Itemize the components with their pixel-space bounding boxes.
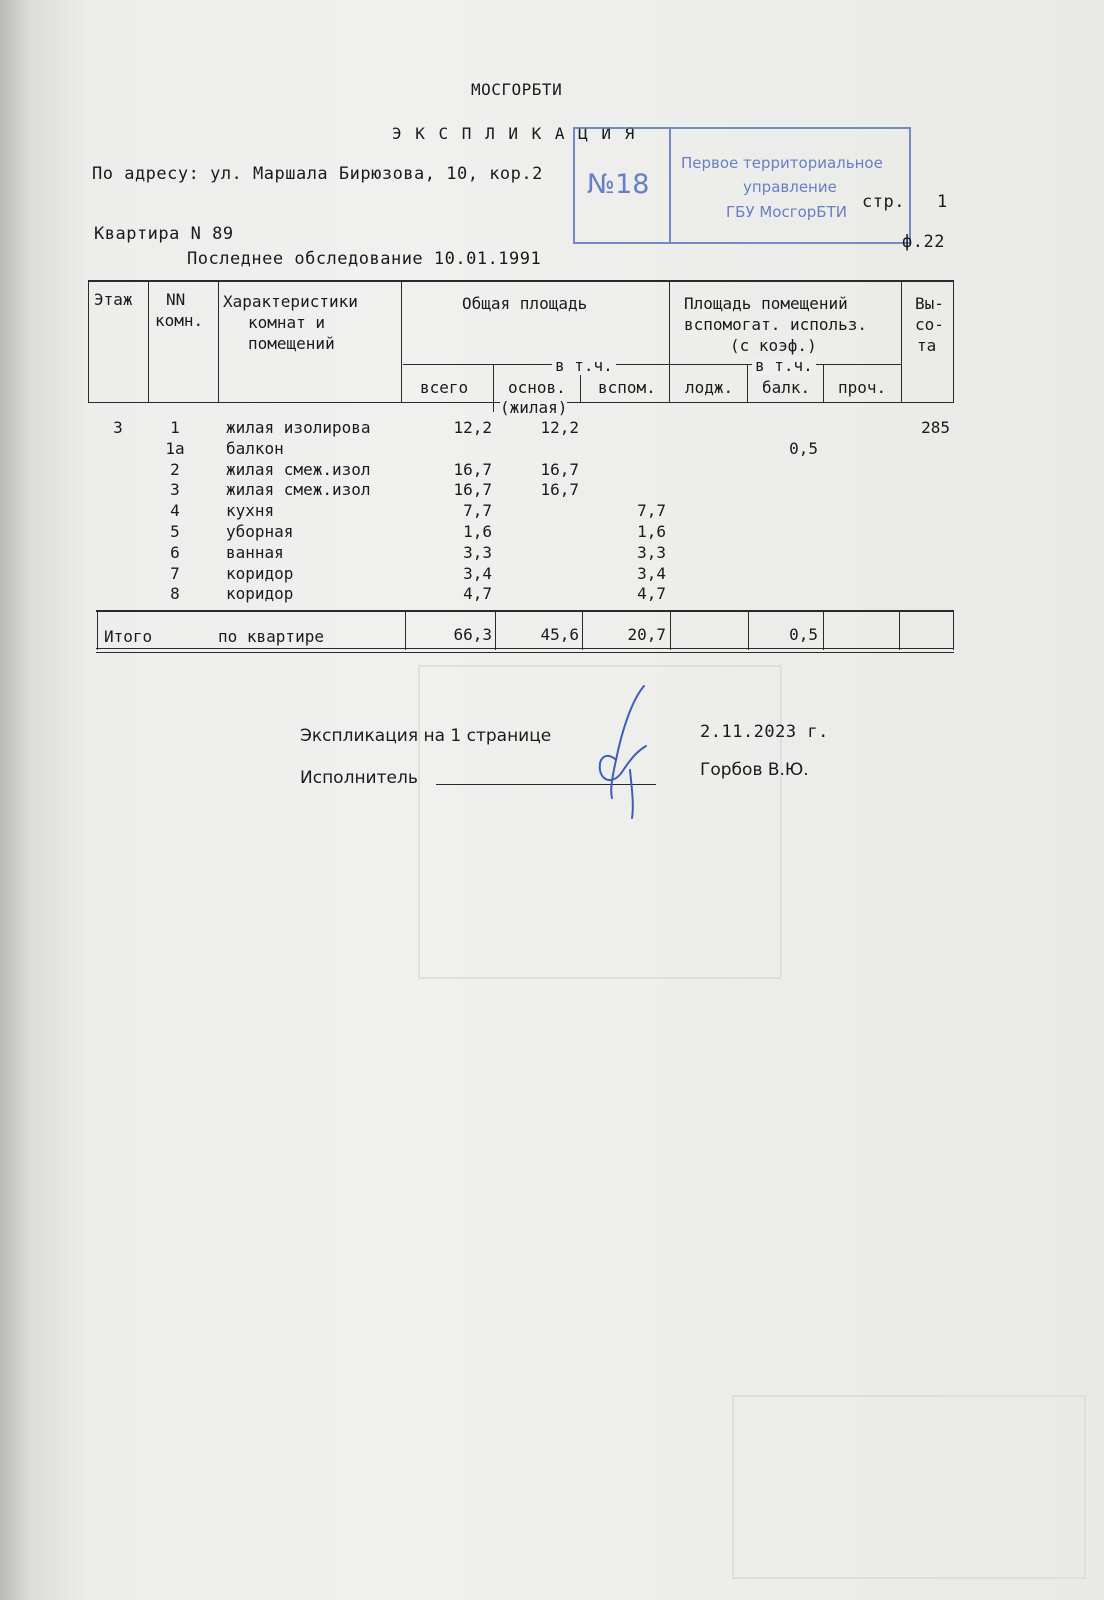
- cell-description: жилая изолирова: [226, 418, 371, 437]
- cell-total-area: 3,4: [463, 563, 492, 583]
- header-aux-area-2: вспомогат. использ.: [684, 315, 868, 334]
- cell-room-no: 4: [170, 501, 180, 521]
- header-col-divider: [493, 364, 494, 412]
- cell-description: кухня: [226, 501, 275, 521]
- totals-bottom-border: [96, 648, 954, 649]
- cell-description: жилая смеж.изол: [226, 480, 371, 500]
- totals-balcony: 0,5: [789, 625, 818, 644]
- header-aux-area: Площадь помещений: [684, 294, 848, 313]
- header-including: в т.ч.: [552, 356, 616, 375]
- header-col-divider: [669, 280, 670, 402]
- cell-room-no: 2: [170, 459, 180, 479]
- executor-label: Исполнитель: [300, 768, 418, 788]
- bleed-through-mark: [732, 1395, 1086, 1579]
- cell-height: 285: [921, 418, 950, 437]
- last-survey: Последнее обследование 10.01.1991: [187, 249, 542, 269]
- cell-room-no: 7: [170, 563, 180, 583]
- cell-aux-area: 4,7: [637, 584, 666, 604]
- header-other: проч.: [838, 378, 887, 397]
- cell-total-area: 4,7: [463, 584, 492, 604]
- header-characteristics-3: помещений: [248, 334, 335, 353]
- header-col-divider: [747, 364, 748, 402]
- header-room-no: NN: [166, 290, 186, 309]
- cell-description: балкон: [226, 438, 284, 458]
- header-col-divider: [218, 280, 219, 402]
- stamp-divider: [669, 129, 671, 242]
- header-floor: Этаж: [94, 290, 133, 309]
- header-aux-area-3: (с коэф.): [730, 336, 817, 355]
- page-label: стр.: [862, 192, 905, 212]
- cell-total-area: 1,6: [463, 522, 492, 541]
- header-main-2: (жилая): [500, 398, 568, 417]
- cell-description: коридор: [226, 584, 294, 604]
- totals-col-divider: [823, 610, 824, 650]
- totals-col-divider: [495, 610, 496, 650]
- header-total: всего: [420, 378, 469, 397]
- header-col-divider: [401, 280, 402, 402]
- header-col-divider: [901, 280, 902, 402]
- cell-description: уборная: [226, 522, 294, 541]
- totals-col-divider: [899, 610, 900, 650]
- cell-total-area: 7,7: [463, 501, 492, 521]
- document-title: Э К С П Л И К А Ц И Я: [392, 124, 637, 143]
- header-including-2: в т.ч.: [752, 356, 816, 375]
- subheader-line-main: [403, 364, 670, 365]
- cell-room-no: 3: [170, 480, 180, 500]
- executor-name: Горбов В.Ю.: [700, 760, 809, 780]
- cell-total-area: 16,7: [453, 459, 492, 479]
- header-col-divider: [823, 364, 824, 402]
- stamp-line-2: управление: [743, 178, 837, 196]
- totals-sublabel: по квартире: [218, 627, 324, 646]
- cell-room-no: 1: [170, 418, 180, 437]
- cell-main-area: 16,7: [540, 459, 579, 479]
- cell-room-no: 5: [170, 522, 180, 541]
- totals-col-divider: [670, 610, 671, 650]
- cell-room-no: 6: [170, 542, 180, 562]
- cell-total-area: 16,7: [453, 480, 492, 500]
- totals-bottom-border-2: [96, 652, 954, 653]
- cell-description: жилая смеж.изол: [226, 459, 371, 479]
- form-code: ф.22: [902, 232, 945, 252]
- header-col-divider: [88, 280, 89, 402]
- header-loggia: лодж.: [685, 378, 734, 397]
- page-number: 1: [937, 192, 948, 212]
- cell-balcony-area: 0,5: [789, 438, 818, 458]
- totals-label: Итого: [104, 627, 153, 646]
- totals-col-divider: [748, 610, 749, 650]
- cell-total-area: 3,3: [463, 542, 492, 562]
- cell-aux-area: 3,3: [637, 542, 666, 562]
- official-stamp: [573, 127, 911, 244]
- header-characteristics-2: комнат и: [248, 313, 326, 332]
- header-col-divider: [953, 280, 954, 402]
- header-total-area: Общая площадь: [462, 294, 588, 313]
- cell-aux-area: 7,7: [637, 501, 666, 521]
- totals-main: 45,6: [540, 625, 579, 644]
- cell-aux-area: 1,6: [637, 522, 666, 541]
- header-height: Вы-: [915, 294, 944, 313]
- cell-main-area: 16,7: [540, 480, 579, 500]
- apartment-number: Квартира N 89: [94, 224, 234, 244]
- totals-col-divider: [582, 610, 583, 650]
- header-col-divider: [148, 280, 149, 402]
- totals-col-divider: [405, 610, 406, 650]
- address-line: По адресу: ул. Маршала Бирюзова, 10, кор.2: [92, 164, 543, 184]
- issue-date: 2.11.2023 г.: [700, 722, 829, 742]
- stamp-line-3: ГБУ МосгорБТИ: [726, 203, 847, 221]
- cell-room-no: 8: [170, 584, 180, 604]
- pages-note: Экспликация на 1 странице: [300, 726, 552, 746]
- totals-top-border: [96, 610, 954, 612]
- org-name: МОСГОРБТИ: [471, 80, 563, 99]
- totals-col-divider: [953, 610, 954, 650]
- totals-aux: 20,7: [627, 625, 666, 644]
- header-height-3: та: [917, 336, 937, 355]
- header-aux: вспом.: [598, 378, 656, 397]
- cell-main-area: 12,2: [540, 418, 579, 437]
- totals-total: 66,3: [453, 625, 492, 644]
- header-room-no-2: комн.: [155, 311, 204, 330]
- cell-floor: 3: [113, 418, 123, 437]
- header-characteristics: Характеристики: [223, 292, 358, 311]
- header-height-2: со-: [915, 315, 944, 334]
- cell-total-area: 12,2: [453, 418, 492, 437]
- cell-room-no: 1а: [165, 438, 185, 458]
- cell-aux-area: 3,4: [637, 563, 666, 583]
- stamp-number: №18: [587, 169, 650, 200]
- header-main: основ.: [508, 378, 566, 397]
- stamp-line-1: Первое территориальное: [681, 154, 883, 172]
- handwritten-signature: [592, 680, 662, 820]
- header-balcony: балк.: [762, 378, 811, 397]
- cell-description: ванная: [226, 542, 284, 562]
- totals-col-divider: [97, 610, 98, 650]
- cell-description: коридор: [226, 563, 294, 583]
